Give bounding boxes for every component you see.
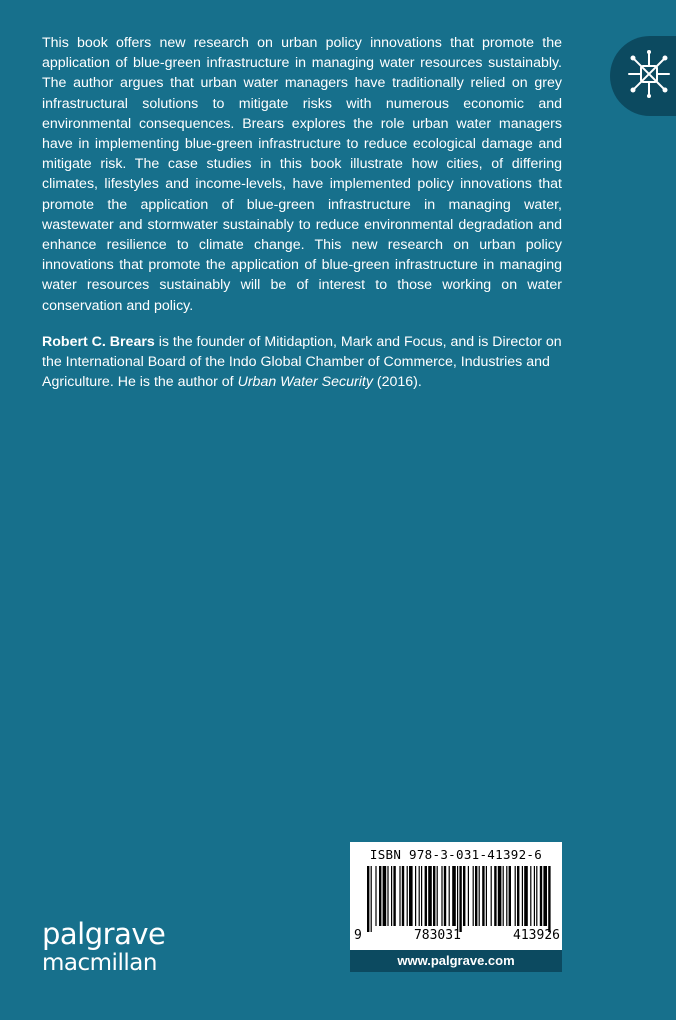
barcode-bar <box>517 866 519 926</box>
barcode-bar <box>479 866 480 926</box>
barcode-bar <box>399 866 400 926</box>
palgrave-emblem-icon <box>627 50 673 100</box>
barcode <box>363 866 553 932</box>
barcode-bar <box>491 866 492 926</box>
barcode-bar <box>421 866 422 926</box>
publisher-logo <box>42 917 166 976</box>
barcode-bar <box>468 866 469 926</box>
barcode-bar <box>503 866 504 926</box>
barcode-bar <box>540 866 542 926</box>
corner-badge <box>610 36 676 116</box>
barcode-digits <box>354 928 560 943</box>
barcode-bar <box>459 866 461 932</box>
barcode-bar <box>367 866 369 932</box>
author-bio-text: is the founder of Mitidaption, Mark and Focus, and is Director on the International Board of the Indo Global Chamber of Commerce, Industries and Agriculture. He is the author of <box>42 334 562 391</box>
barcode-bar <box>457 866 458 932</box>
barcode-bar <box>441 866 442 926</box>
barcode-bar <box>409 866 413 926</box>
author-bio <box>42 332 564 393</box>
barcode-bar <box>452 866 456 926</box>
back-cover-blurb: This book offers new research on urban policy innovations that promote the application of blue-green infrastructure in managing water resources sustainably. The author argues that urban water managers have traditionally relied on grey infrastructural solutions to mitigate risks with numerous economic and environmental consequences. Brears explores the role urban water managers have in implementing blue-green infrastructure to reduce ecological damage and mitigate risk. The case studies in this book illustrate how cities, of differing climates, lifestyles and income-levels, have implemented policy innovations that promote the application of blue-green infrastructure in managing water, wastewater and stormwater sustainably to reduce environmental degradation and enhance resilience to climate change. This new research on urban policy innovations that promote the application of blue-green infrastructure in managing water resources sustainably will be of interest to those working on water conservation and policy. <box>42 35 562 314</box>
barcode-bar <box>486 866 487 926</box>
barcode-bar <box>391 866 392 926</box>
barcode-bar <box>473 866 474 926</box>
barcode-bar <box>379 866 381 926</box>
barcode-bar <box>515 866 516 926</box>
barcode-bar <box>375 866 376 926</box>
barcode-bar <box>433 866 435 926</box>
barcode-box <box>350 842 562 950</box>
barcode-bar <box>509 866 511 926</box>
barcode-bar <box>387 866 388 926</box>
barcode-digit-lead: 9 <box>354 928 362 943</box>
barcode-bar <box>543 866 547 926</box>
author-name: Robert C. Brears <box>42 334 155 350</box>
barcode-digit-group-right: 413926 <box>513 928 560 943</box>
barcode-bar <box>371 866 372 932</box>
barcode-bar <box>383 866 387 926</box>
barcode-bar <box>437 866 438 926</box>
barcode-bar <box>494 866 496 926</box>
barcode-bar <box>415 866 416 926</box>
isbn-label: ISBN 978-3-031-41392-6 <box>369 847 543 862</box>
barcode-bar <box>530 866 531 926</box>
barcode-bar <box>402 866 404 926</box>
barcode-bar <box>524 866 528 926</box>
barcode-bar <box>548 866 550 932</box>
barcode-bar <box>522 866 523 926</box>
barcode-bar <box>428 866 432 926</box>
barcode-bar <box>407 866 408 926</box>
barcode-bar <box>449 866 450 926</box>
publisher-website[interactable]: www.palgrave.com <box>350 950 562 972</box>
barcode-bar <box>444 866 446 926</box>
barcode-bar <box>536 866 537 926</box>
barcode-bar <box>425 866 427 926</box>
publisher-logo-line1: palgrave <box>42 917 166 951</box>
barcode-bar <box>498 866 502 926</box>
author-previous-book: Urban Water Security <box>237 374 373 391</box>
barcode-bar <box>393 866 395 926</box>
barcode-digit-group-left: 783031 <box>413 928 461 943</box>
barcode-bar <box>419 866 420 926</box>
barcode-bar <box>463 866 465 926</box>
barcode-bar <box>475 866 477 926</box>
barcode-bar <box>482 866 484 926</box>
barcode-bar <box>506 866 507 926</box>
barcode-bar <box>534 866 535 926</box>
publisher-logo-line2: macmillan <box>42 950 157 976</box>
author-bio-end: (2016). <box>372 374 422 391</box>
